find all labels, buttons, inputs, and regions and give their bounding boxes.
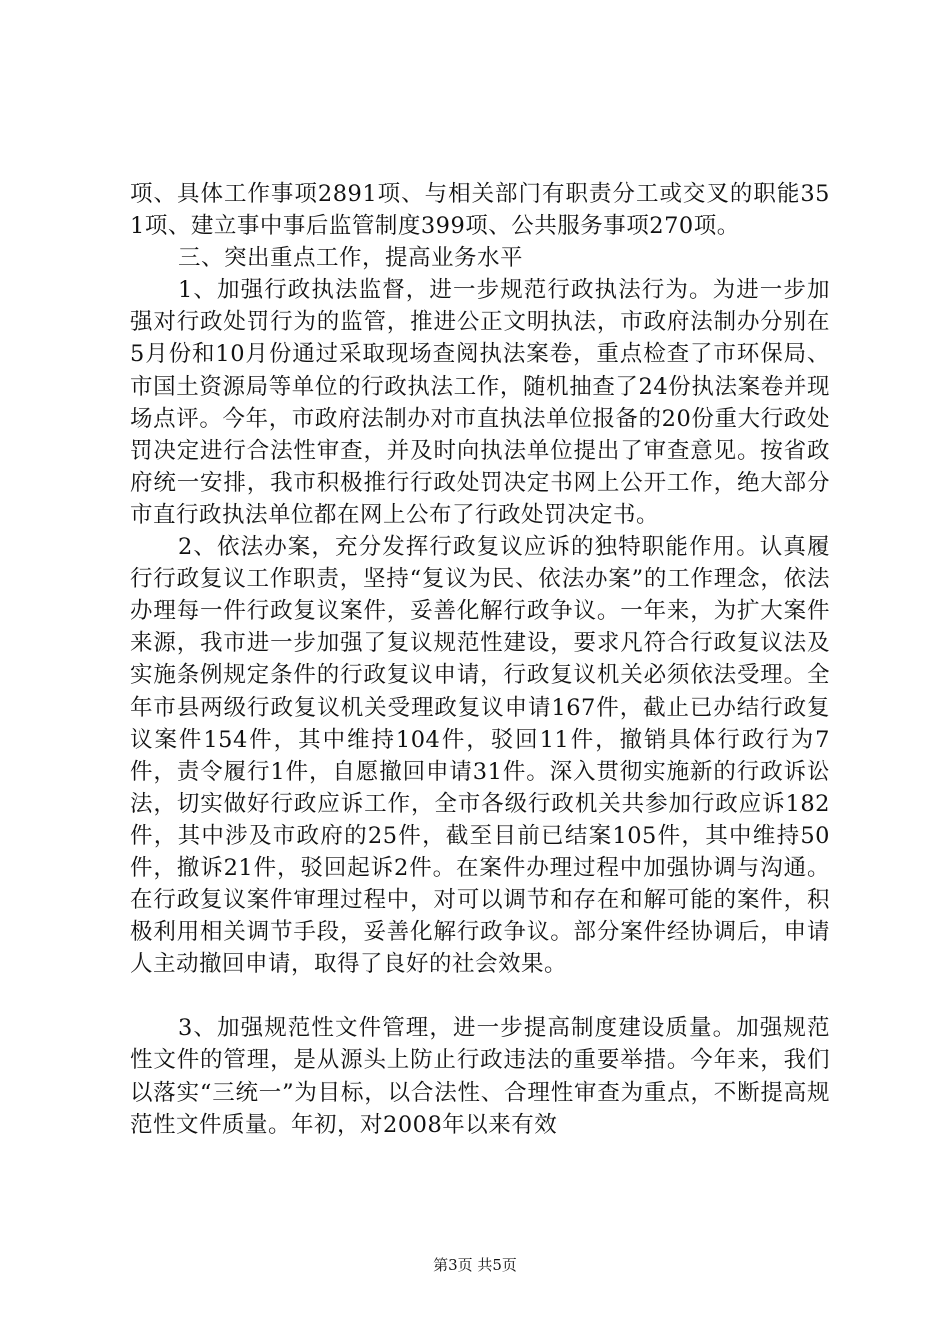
paragraph-normative-documents: 3、加强规范性文件管理，进一步提高制度建设质量。加强规范性文件的管理，是从源头上防止行政违法的重要举措。今年来，我们以落实“三统一”为目标，以合法性、合理性审查为重点，不断提高规范性文件质量。年初，对2008年以来有效 (130, 1015, 830, 1138)
page-number: 第3页 共5页 (433, 1256, 517, 1274)
section-heading: 三、突出重点工作，提高业务水平 (178, 245, 524, 272)
page-footer (0, 1254, 950, 1275)
paragraph-continuation: 项、具体工作事项2891项、与相关部门有职责分工或交叉的职能351项、建立事中事后监管制度399项、公共服务事项270项。 (130, 181, 830, 240)
document-body (130, 178, 830, 1141)
paragraph-administrative-review: 2、依法办案，充分发挥行政复议应诉的独特职能作用。认真履行行政复议工作职责，坚持“复议为民、依法办案”的工作理念，依法办理每一件行政复议案件，妥善化解行政争议。一年来，为扩大案件来源，我市进一步加强了复议规范性建设，要求凡符合行政复议法及实施条例规定条件的行政复议申请，行政复议机关必须依法受理。全年市县两级行政复议机关受理政复议申请167件，截止已办结行政复议案件154件，其中维持104件，驳回11件，撤销具体行政行为7件，责令履行1件，自愿撤回申请31件。深入贯彻实施新的行政诉讼法，切实做好行政应诉工作，全市各级行政机关共参加行政应诉182件，其中涉及市政府的25件，截至目前已结案105件，其中维持50件，撤诉21件，驳回起诉2件。在案件办理过程中加强协调与沟通。在行政复议案件审理过程中，对可以调节和存在和解可能的案件，积极利用相关调节手段，妥善化解行政争议。部分案件经协调后，申请人主动撤回申请，取得了良好的社会效果。 (130, 534, 830, 978)
paragraph-law-enforcement: 1、加强行政执法监督，进一步规范行政执法行为。为进一步加强对行政处罚行为的监管，推进公正文明执法，市政府法制办分别在5月份和10月份通过采取现场查阅执法案卷，重点检查了市环保局、市国土资源局等单位的行政执法工作，随机抽查了24份执法案卷并现场点评。今年，市政府法制办对市直执法单位报备的20份重大行政处罚决定进行合法性审查，并及时向执法单位提出了审查意见。按省政府统一安排，我市积极推行行政处罚决定书网上公开工作，绝大部分市直行政执法单位都在网上公布了行政处罚决定书。 (130, 277, 830, 528)
